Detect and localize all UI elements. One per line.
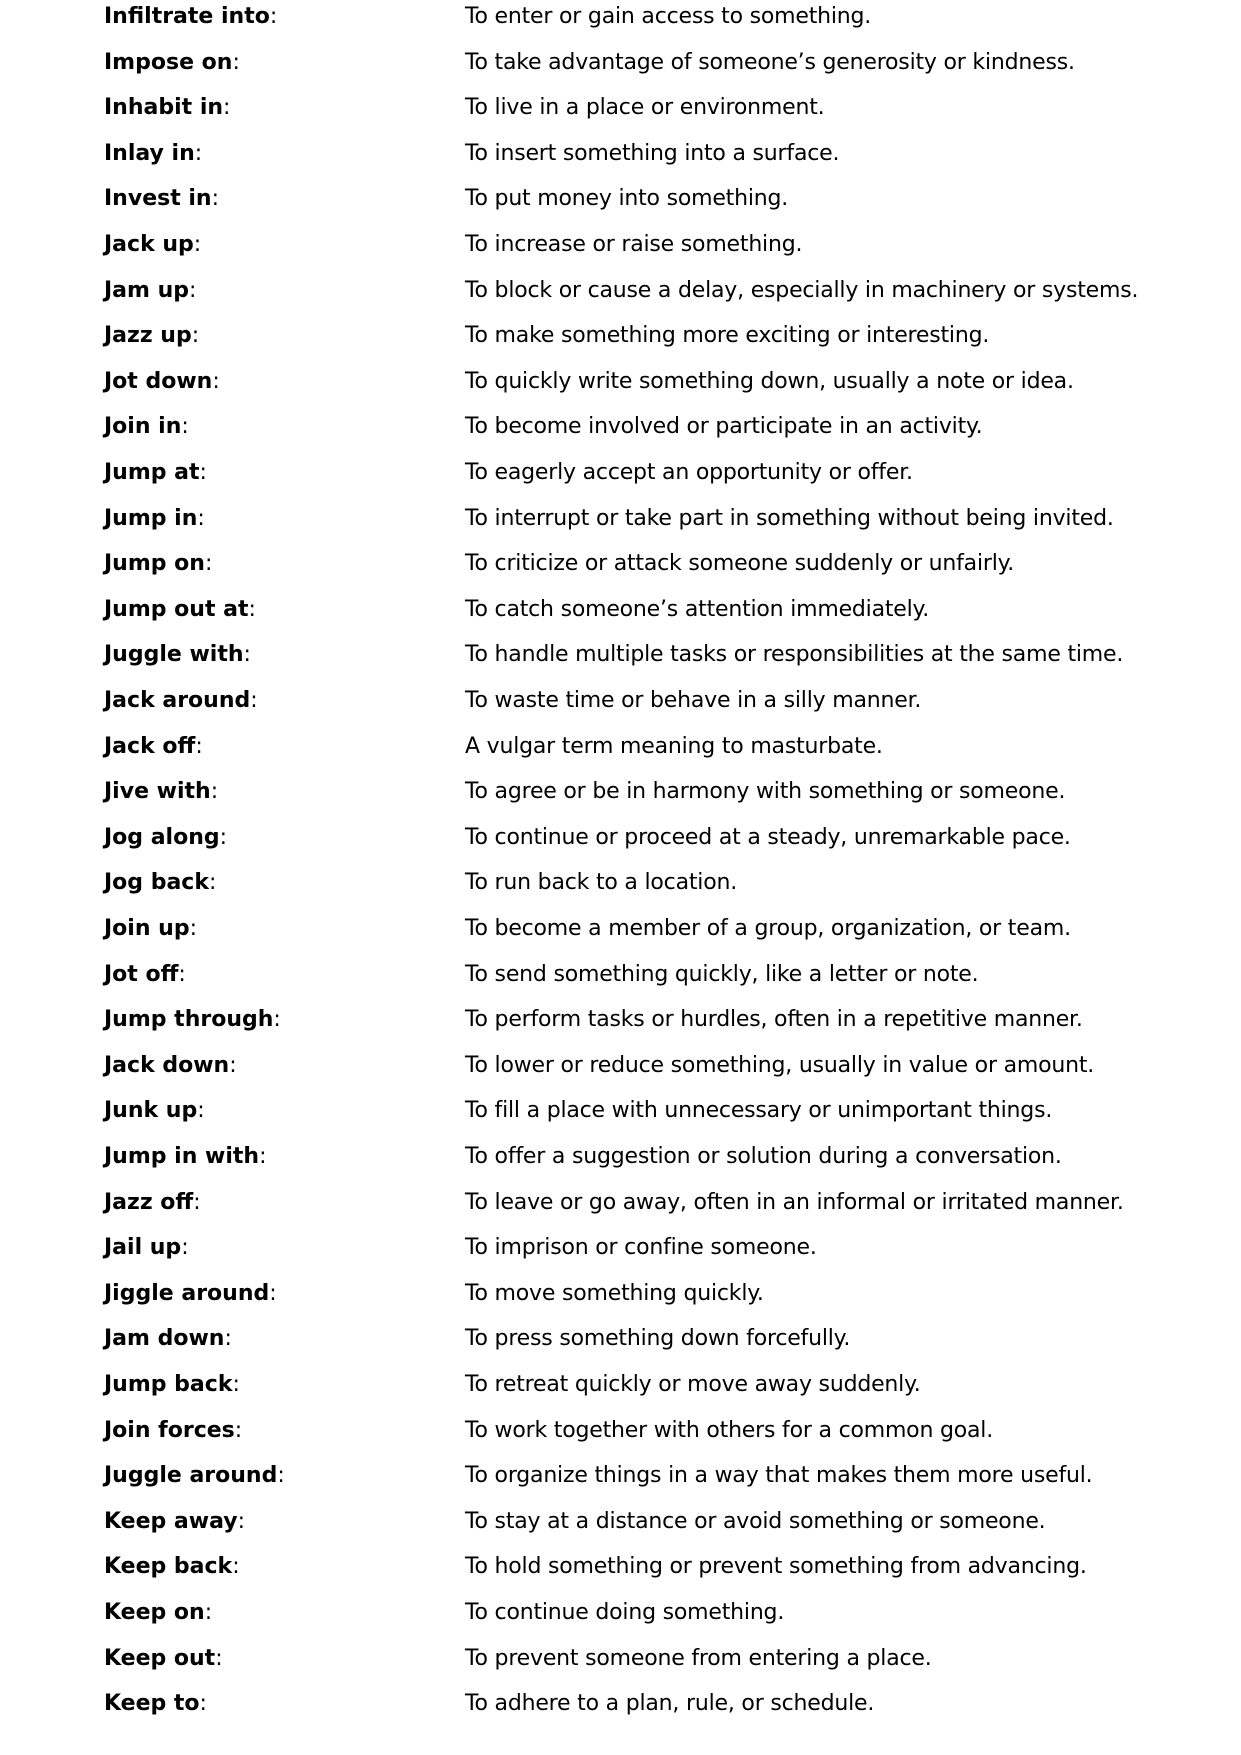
entry-definition: To criticize or attack someone suddenly or unfairly. (465, 551, 1015, 577)
entry-term-text: Jot down (104, 368, 213, 394)
entry-term (104, 684, 258, 718)
entry-definition: To leave or go away, often in an informal or irritated manner. (465, 1189, 1124, 1215)
entry-term (104, 1322, 232, 1356)
entry-definition: To eagerly accept an opportunity or offer. (465, 460, 913, 485)
entry-term (104, 730, 203, 764)
term-colon: : (191, 323, 200, 349)
entry-definition: To move something quickly. (465, 1280, 764, 1306)
term-colon: : (229, 1052, 237, 1078)
entry-term (104, 1094, 205, 1128)
list-item (0, 1596, 1241, 1642)
entry-definition: To live in a place or environment. (465, 95, 825, 121)
entry-term (104, 1368, 240, 1402)
term-colon: : (181, 414, 189, 440)
entry-term (104, 502, 205, 536)
entry-term-text: Junk up (104, 1098, 198, 1124)
entry-term (104, 866, 216, 900)
entry-term (104, 410, 189, 444)
list-item (0, 730, 1241, 776)
entry-term-text: Join forces (104, 1417, 235, 1443)
entry-term (104, 228, 201, 262)
entry-definition: A vulgar term meaning to masturbate. (465, 733, 883, 759)
entry-term-text: Jack off (104, 733, 196, 759)
term-colon: : (237, 1508, 246, 1534)
entry-term (104, 1642, 223, 1676)
term-colon: : (199, 1691, 207, 1717)
entry-term-text: Jazz off (104, 1189, 194, 1215)
entry-term (104, 1687, 207, 1721)
entry-term-text: Jail up (104, 1235, 182, 1261)
entry-definition: To imprison or confine someone. (465, 1235, 817, 1261)
entry-definition: To become a member of a group, organization, or team. (465, 916, 1071, 941)
entry-term-text: Jam down (104, 1326, 225, 1352)
list-item (0, 1277, 1241, 1323)
term-colon: : (194, 140, 203, 166)
entry-term (104, 1505, 245, 1539)
entry-definition: To become involved or participate in an activity. (465, 414, 983, 440)
entry-term-text: Jump on (104, 551, 205, 577)
list-item (0, 46, 1241, 92)
entry-term (104, 319, 199, 353)
entry-term-text: Jog back (104, 870, 209, 896)
entry-term-text: Jack down (104, 1052, 230, 1078)
entry-definition: To waste time or behave in a silly manner. (465, 688, 922, 713)
list-item (0, 319, 1241, 365)
entry-term (104, 775, 218, 809)
list-item (0, 1687, 1241, 1733)
entry-term-text: Jiggle around (104, 1280, 270, 1306)
entry-term (104, 46, 240, 80)
list-item (0, 91, 1241, 137)
term-colon: : (250, 688, 258, 713)
term-colon: : (212, 368, 220, 394)
term-colon: : (193, 232, 202, 257)
entry-definition: To offer a suggestion or solution during a conversation. (465, 1144, 1062, 1169)
list-item (0, 593, 1241, 639)
term-colon: : (219, 824, 228, 850)
entry-definition: To organize things in a way that makes them more useful. (465, 1463, 1093, 1489)
entry-term-text: Jump at (104, 460, 200, 485)
entry-definition: To block or cause a delay, especially in machinery or systems. (465, 277, 1139, 303)
entry-definition: To catch someone’s attention immediately. (465, 596, 930, 622)
list-item (0, 502, 1241, 548)
entry-term (104, 274, 196, 308)
list-item (0, 1505, 1241, 1551)
term-colon: : (259, 1144, 267, 1169)
entry-term-text: Inhabit in (104, 95, 224, 121)
term-colon: : (277, 1463, 285, 1489)
entry-term (104, 91, 230, 125)
entry-definition: To enter or gain access to something. (465, 4, 872, 29)
entry-term (104, 593, 256, 627)
entry-term-text: Keep away (104, 1508, 238, 1534)
term-colon: : (210, 779, 219, 805)
entry-definition: To insert something into a surface. (465, 140, 840, 166)
entry-definition: To press something down forcefully. (465, 1326, 851, 1352)
entry-term-text: Jump back (104, 1372, 233, 1397)
term-colon: : (273, 1007, 281, 1033)
term-colon: : (232, 1372, 240, 1397)
entry-term-text: Jump in (104, 505, 198, 531)
entry-definition: To take advantage of someone’s generosity or kindness. (465, 49, 1075, 75)
entry-term (104, 1140, 267, 1174)
list-item (0, 821, 1241, 867)
entry-term (104, 1550, 240, 1584)
entry-term (104, 1231, 189, 1265)
term-colon: : (215, 1645, 223, 1671)
entry-term-text: Keep out (104, 1645, 216, 1671)
entry-term (104, 137, 202, 171)
entry-definition: To put money into something. (465, 186, 789, 212)
term-colon: : (208, 870, 217, 896)
entry-term-text: Jump out at (104, 596, 249, 622)
entry-term-text: Jog along (104, 824, 220, 850)
entry-definition: To interrupt or take part in something without being invited. (465, 505, 1114, 531)
entry-definition: To adhere to a plan, rule, or schedule. (465, 1691, 875, 1717)
list-item (0, 1642, 1241, 1688)
list-item (0, 547, 1241, 593)
entry-definition: To handle multiple tasks or responsibilities at the same time. (465, 642, 1124, 668)
entry-term (104, 365, 220, 399)
list-item (0, 1322, 1241, 1368)
term-colon: : (189, 916, 197, 941)
entry-term-text: Impose on (104, 49, 233, 75)
term-colon: : (204, 1600, 213, 1625)
entry-term-text: Juggle with (104, 642, 244, 668)
list-item (0, 958, 1241, 1004)
entry-term (104, 638, 251, 672)
entry-term (104, 1459, 285, 1493)
term-colon: : (234, 1417, 243, 1443)
term-colon: : (181, 1235, 189, 1261)
term-colon: : (223, 95, 231, 121)
list-item (0, 365, 1241, 411)
list-item (0, 638, 1241, 684)
list-item (0, 1049, 1241, 1095)
entry-term-text: Keep on (104, 1600, 205, 1625)
term-colon: : (269, 1280, 277, 1306)
list-item (0, 228, 1241, 274)
entry-term (104, 912, 197, 946)
list-item (0, 1231, 1241, 1277)
entry-definition: To make something more exciting or interesting. (465, 323, 990, 349)
entry-term (104, 456, 207, 490)
list-item (0, 137, 1241, 183)
entry-definition: To run back to a location. (465, 870, 737, 896)
entry-definition: To prevent someone from entering a place. (465, 1645, 932, 1671)
entry-term-text: Join up (104, 916, 190, 941)
entry-term (104, 1277, 277, 1311)
term-colon: : (199, 460, 207, 485)
entry-term (104, 547, 212, 581)
list-item (0, 684, 1241, 730)
entry-term-text: Keep back (104, 1554, 233, 1580)
entry-term-text: Jack up (104, 232, 194, 257)
term-colon: : (269, 4, 278, 29)
term-colon: : (197, 505, 205, 531)
list-item (0, 274, 1241, 320)
entry-term-text: Jack around (104, 688, 251, 713)
entry-definition: To send something quickly, like a letter or note. (465, 961, 979, 987)
entry-term-text: Invest in (104, 186, 212, 212)
term-colon: : (197, 1098, 205, 1124)
list-item (0, 456, 1241, 502)
list-item (0, 775, 1241, 821)
list-item (0, 1550, 1241, 1596)
entry-definition: To fill a place with unnecessary or unimportant things. (465, 1098, 1053, 1124)
list-item (0, 912, 1241, 958)
entry-term-text: Jump through (104, 1007, 274, 1033)
entry-term-text: Jump in with (104, 1144, 260, 1169)
entry-term (104, 821, 227, 855)
term-colon: : (195, 733, 203, 759)
term-colon: : (232, 1554, 240, 1580)
entry-definition: To stay at a distance or avoid something or someone. (465, 1508, 1046, 1534)
term-colon: : (189, 277, 197, 303)
entry-term-text: Keep to (104, 1691, 200, 1717)
entry-term-text: Inlay in (104, 140, 195, 166)
entry-term-text: Jive with (104, 779, 211, 805)
term-colon: : (243, 642, 251, 668)
list-item (0, 1003, 1241, 1049)
term-colon: : (178, 961, 186, 987)
entry-term (104, 182, 219, 216)
list-item (0, 1368, 1241, 1414)
entry-term (104, 1186, 201, 1220)
entry-term (104, 1003, 281, 1037)
term-colon: : (232, 49, 240, 75)
list-item (0, 1459, 1241, 1505)
list-item (0, 410, 1241, 456)
entry-definition: To increase or raise something. (465, 232, 803, 257)
term-colon: : (248, 596, 256, 622)
entry-term-text: Jazz up (104, 323, 192, 349)
entry-definition: To agree or be in harmony with something or someone. (465, 779, 1066, 805)
term-colon: : (224, 1326, 232, 1352)
entry-term-text: Juggle around (104, 1463, 278, 1489)
entry-term (104, 1596, 212, 1630)
term-colon: : (204, 551, 213, 577)
list-item (0, 1414, 1241, 1460)
entry-term (104, 1414, 242, 1448)
entry-definition: To lower or reduce something, usually in value or amount. (465, 1052, 1095, 1078)
entry-definition: To hold something or prevent something from advancing. (465, 1554, 1087, 1580)
term-colon: : (211, 186, 220, 212)
list-item (0, 1094, 1241, 1140)
entry-term-text: Jot off (104, 961, 179, 987)
entry-definition: To continue or proceed at a steady, unremarkable pace. (465, 824, 1071, 850)
entry-term (104, 1049, 237, 1083)
entry-term-text: Infiltrate into (104, 4, 270, 29)
entry-definition: To retreat quickly or move away suddenly. (465, 1372, 921, 1397)
term-colon: : (193, 1189, 201, 1215)
list-item (0, 1140, 1241, 1186)
entry-term-text: Join in (104, 414, 182, 440)
entry-definition: To work together with others for a common goal. (465, 1417, 993, 1443)
list-item (0, 0, 1241, 46)
entry-term (104, 958, 186, 992)
list-item (0, 182, 1241, 228)
list-item (0, 866, 1241, 912)
entry-term (104, 0, 277, 34)
entry-term-text: Jam up (104, 277, 190, 303)
entry-definition: To perform tasks or hurdles, often in a repetitive manner. (465, 1007, 1083, 1033)
entry-definition: To continue doing something. (465, 1600, 785, 1625)
list-item (0, 1186, 1241, 1232)
entry-definition: To quickly write something down, usually a note or idea. (465, 368, 1074, 394)
